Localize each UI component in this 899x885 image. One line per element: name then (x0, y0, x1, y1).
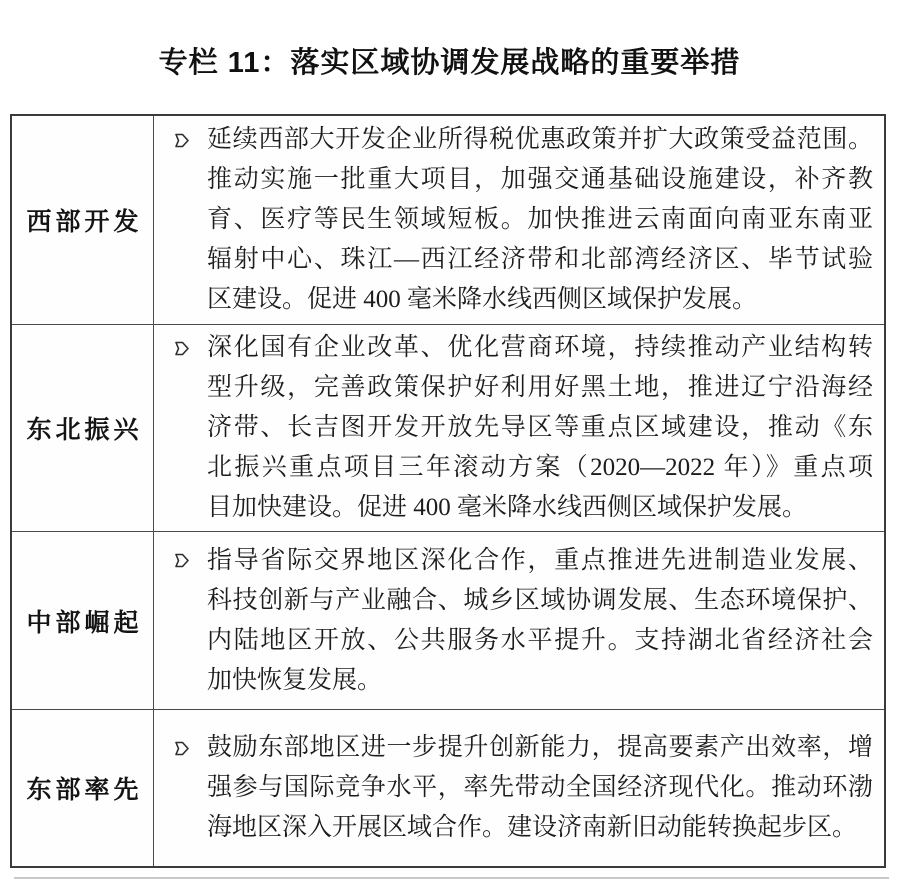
arrow-right-icon (173, 328, 207, 368)
arrow-right-icon (173, 120, 207, 160)
arrow-right-icon (173, 728, 207, 768)
table-row (12, 324, 884, 531)
row-label: 东北振兴 (12, 325, 154, 531)
row-text: 延续西部大开发企业所得税优惠政策并扩大政策受益范围。 推动实施一批重大项目，加强交通基础设施建设，补齐教 育、医疗等民生领域短板。加快推进云南面向南亚东南亚 辐射中心、珠江—西江经济带和北部湾经济区、毕节试验 区建设。促进 400 毫米降水线西侧区域保护发展。 (207, 126, 873, 313)
row-text: 指导省际交界地区深化合作，重点推进先进制造业发展、 科技创新与产业融合、城乡区域协调发展、生态环境保护、 内陆地区开放、公共服务水平提升。支持湖北省经济社会 加快恢复发展。 (207, 546, 873, 694)
row-label: 东部率先 (12, 710, 154, 866)
measures-table (10, 114, 886, 868)
table-row (12, 531, 884, 709)
row-text: 鼓励东部地区进一步提升创新能力，提高要素产出效率，增 强参与国际竞争水平，率先带动全国经济现代化。推动环渤 海地区深入开展区域合作。建设济南新旧动能转换起步区。 (207, 734, 873, 841)
row-label: 中部崛起 (12, 532, 154, 709)
row-text: 深化国有企业改革、优化营商环境，持续推动产业结构转 型升级，完善政策保护好利用好黑土地，推进辽宁沿海经 济带、长吉图开发开放先导区等重点区域建设，推动《东 北振兴重点项目三年滚动方案（2020—2022 年）》重点项 目加快建设。促进 400 毫米降水线西侧区域保护发展。 (207, 334, 873, 521)
table-row (12, 116, 884, 324)
row-label: 西部开发 (12, 116, 154, 324)
table-row (12, 709, 884, 866)
page-title: 专栏 11：落实区域协调发展战略的重要举措 (158, 47, 741, 79)
arrow-right-icon (173, 541, 207, 581)
